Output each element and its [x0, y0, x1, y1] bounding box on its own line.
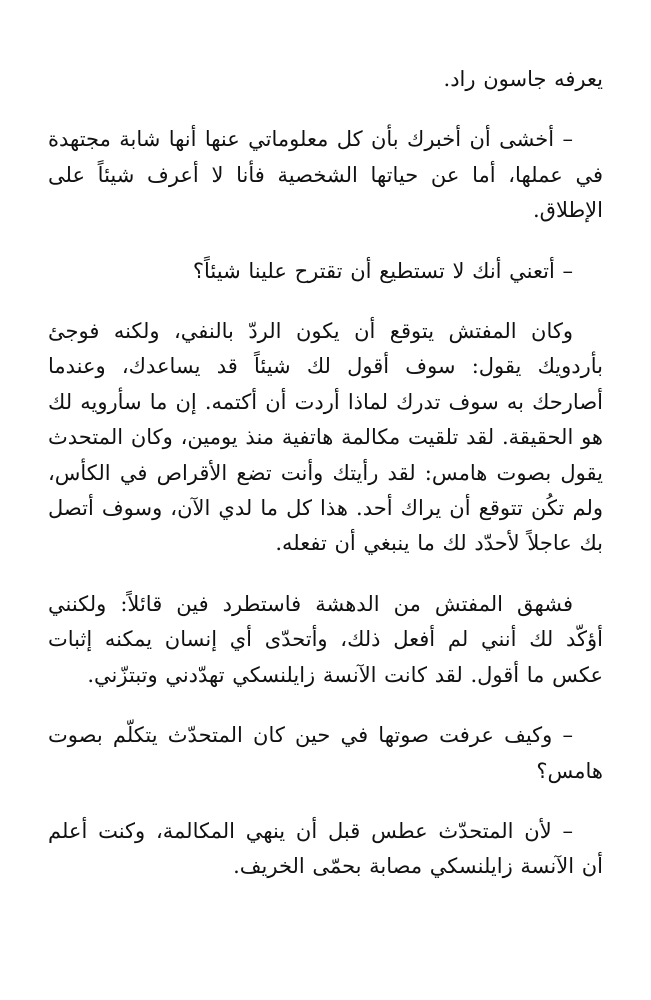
paragraph-1: يعرفه جاسون راد. — [443, 67, 603, 91]
paragraph-6: – وكيف عرفت صوتها في حين كان المتحدّث يتكلّم بصوت هامس؟ — [48, 723, 603, 783]
paragraph-7: – لأن المتحدّث عطس قبل أن ينهي المكالمة، وكنت أعلم أن الآنسة زايلنسكي مصابة بحمّى الخريف. — [48, 818, 603, 879]
paragraph-2: – أخشى أن أخبرك بأن كل معلوماتي عنها أنها شابة مجتهدة في عملها، أما عن حياتها الشخصية فأنا لا أعرف شيئاً على الإطلاق. — [48, 127, 603, 223]
paragraph-4: وكان المفتش يتوقع أن يكون الردّ بالنفي، ولكنه فوجئ بأردويك يقول: سوف أقول لك شيئاً قد يساعدك، وعندما أصارحك به سوف تدرك لماذا أردت أن أكتمه. إن ما سأرويه لك هو الحقيقة. لقد تلقيت مكالمة هاتفية منذ يومين، وكان المتحدث يقول بصوت هامس: لقد رأيتك وأنت تضع الأقراص في الكأس، ولم تكُن تتوقع أن يراك أحد. هذا كل ما لدي الآن، وسوف أتصل بك عاجلاً لأحدّد لك ما ينبغي أن تفعله. — [48, 319, 603, 556]
book-page — [48, 62, 603, 910]
paragraph-5: فشهق المفتش من الدهشة فاستطرد فين قائلاً: ولكنني أؤكّد لك أنني لم أفعل ذلك، وأتحدّى أي إنسان يمكنه إثبات عكس ما أقول. لقد كانت الآنسة زايلنسكي تهدّدني وتبتزّني. — [48, 591, 603, 687]
paragraph-3: – أتعني أنك لا تستطيع أن تقترح علينا شيئاً؟ — [192, 258, 573, 283]
